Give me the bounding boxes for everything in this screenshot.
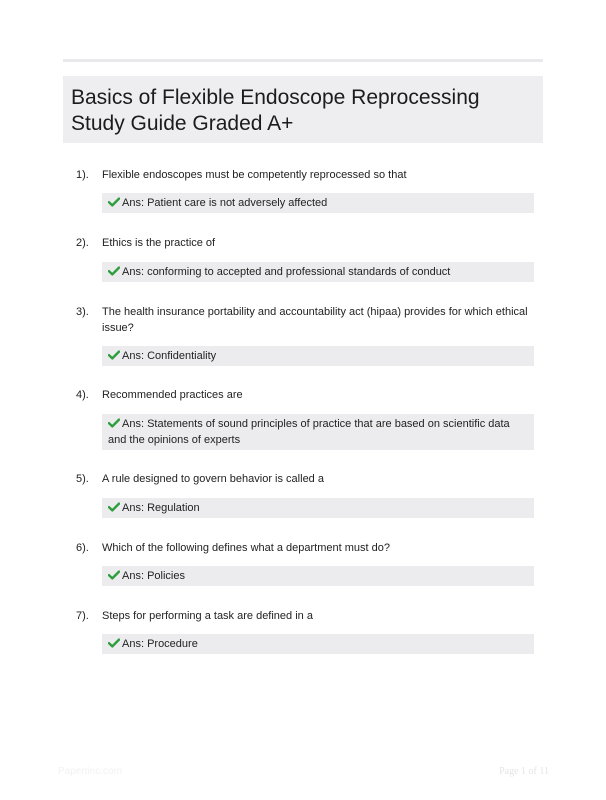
question-text: A rule designed to govern behavior is called a — [102, 473, 324, 485]
question-text: Flexible endoscopes must be competently reprocessed so that — [102, 169, 407, 181]
answer-text: Ans: Confidentiality — [122, 350, 217, 362]
top-rule — [63, 59, 543, 62]
question-number: 5). — [76, 473, 89, 485]
question-text: The health insurance portability and accountability act (hipaa) provides for which ethical issue? — [102, 306, 528, 334]
answer-text: Ans: Policies — [122, 570, 185, 582]
answer-box — [102, 634, 534, 654]
answer-text: Ans: Statements of sound principles of practice that are based on scientific data and the opinions of experts — [108, 418, 510, 446]
page-number: Page 1 of 11 — [499, 766, 549, 777]
question-text: Steps for performing a task are defined in a — [102, 610, 313, 622]
check-icon — [108, 266, 120, 276]
question-text: Recommended practices are — [102, 389, 243, 401]
answer-text: Ans: Regulation — [122, 502, 200, 514]
question-number: 4). — [76, 389, 89, 401]
document-title — [63, 76, 543, 143]
answer-text: Ans: Patient care is not adversely affected — [122, 197, 328, 209]
answer-box — [102, 566, 534, 586]
question-number: 1). — [76, 169, 89, 181]
watermark: Papertinc.com — [58, 766, 122, 777]
answer-box — [102, 346, 534, 366]
answer-box — [102, 498, 534, 518]
check-icon — [108, 638, 120, 648]
answer-box — [102, 262, 534, 282]
check-icon — [108, 350, 120, 360]
title-line-1: Basics of Flexible Endoscope Reprocessing — [71, 86, 480, 109]
answer-box — [102, 414, 534, 450]
answer-text: Ans: Procedure — [122, 638, 198, 650]
question-text: Which of the following defines what a department must do? — [102, 542, 390, 554]
answer-box — [102, 193, 534, 213]
question-number: 6). — [76, 542, 89, 554]
check-icon — [108, 570, 120, 580]
question-text: Ethics is the practice of — [102, 237, 216, 249]
answer-text: Ans: conforming to accepted and professional standards of conduct — [122, 266, 451, 278]
check-icon — [108, 502, 120, 512]
question-number: 3). — [76, 306, 89, 318]
question-number: 7). — [76, 610, 89, 622]
check-icon — [108, 418, 120, 428]
check-icon — [108, 197, 120, 207]
title-line-2: Study Guide Graded A+ — [71, 112, 294, 135]
question-number: 2). — [76, 237, 89, 249]
